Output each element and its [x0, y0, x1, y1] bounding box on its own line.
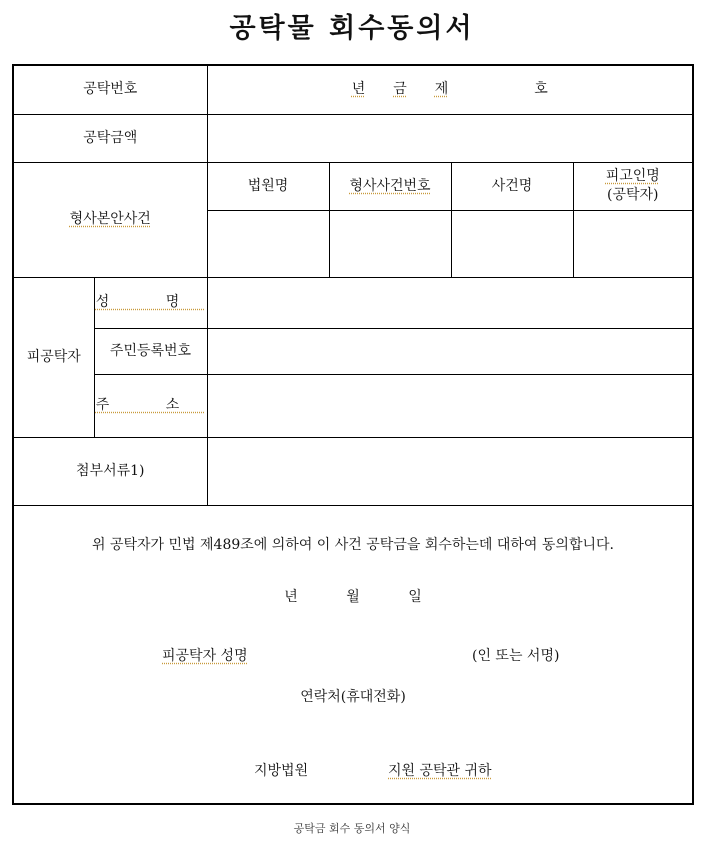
criminal-case-label	[14, 162, 207, 277]
col-defendant-line1: 피고인명	[605, 168, 660, 185]
depositee-name-field[interactable]	[207, 277, 692, 328]
contact-label: 연락처(휴대전화)	[300, 689, 406, 705]
depositee-label: 피공탁자	[14, 277, 94, 437]
resident-number-label: 주민등록번호	[94, 328, 207, 374]
deposit-amount-field[interactable]	[207, 114, 692, 162]
deposit-year-label: 년	[351, 81, 366, 98]
col-case-number-text: 형사사건번호	[349, 177, 431, 194]
form-table	[14, 66, 692, 506]
deposit-geum-label: 금	[393, 81, 407, 98]
attachments-label: 첨부서류1)	[14, 437, 207, 505]
date-line: 년 월 일	[284, 589, 422, 605]
deposit-number-value[interactable]	[207, 66, 692, 114]
deposit-number-label: 공탁번호	[14, 66, 207, 114]
consent-form	[12, 64, 694, 805]
col-court-header: 법원명	[207, 162, 329, 210]
court-label: 지방법원	[254, 763, 309, 779]
signer-label: 피공탁자 성명	[162, 648, 248, 664]
deposit-ho-label: 호	[534, 81, 548, 98]
address-field[interactable]	[207, 374, 692, 437]
court-name-field[interactable]	[207, 210, 329, 277]
document-title: 공탁물 회수동의서	[229, 13, 475, 44]
defendant-name-field[interactable]	[573, 210, 692, 277]
image-caption: 공탁금 회수 동의서 양식	[293, 822, 411, 835]
name-label	[94, 277, 207, 328]
seal-label: (인 또는 서명)	[472, 648, 560, 664]
col-case-name-header: 사건명	[451, 162, 573, 210]
case-name-field[interactable]	[451, 210, 573, 277]
consent-statement: 위 공탁자가 민법 제489조에 의하여 이 사건 공탁금을 회수하는데 대하여 동의합니다.	[92, 537, 614, 553]
attachments-field[interactable]	[207, 437, 692, 505]
col-case-number-header	[329, 162, 451, 210]
addressee-label: 지원 공탁관 귀하	[388, 763, 492, 779]
resident-number-field[interactable]	[207, 328, 692, 374]
address-label-text: 주 소	[95, 397, 206, 414]
criminal-case-text: 형사본안사건	[69, 211, 151, 228]
col-defendant-line2: (공탁자)	[607, 187, 659, 203]
address-label	[94, 374, 207, 437]
deposit-amount-label: 공탁금액	[14, 114, 207, 162]
case-number-field[interactable]	[329, 210, 451, 277]
name-label-text: 성 명	[95, 294, 206, 311]
deposit-je-label: 제	[434, 81, 449, 98]
col-defendant-header	[573, 162, 692, 210]
